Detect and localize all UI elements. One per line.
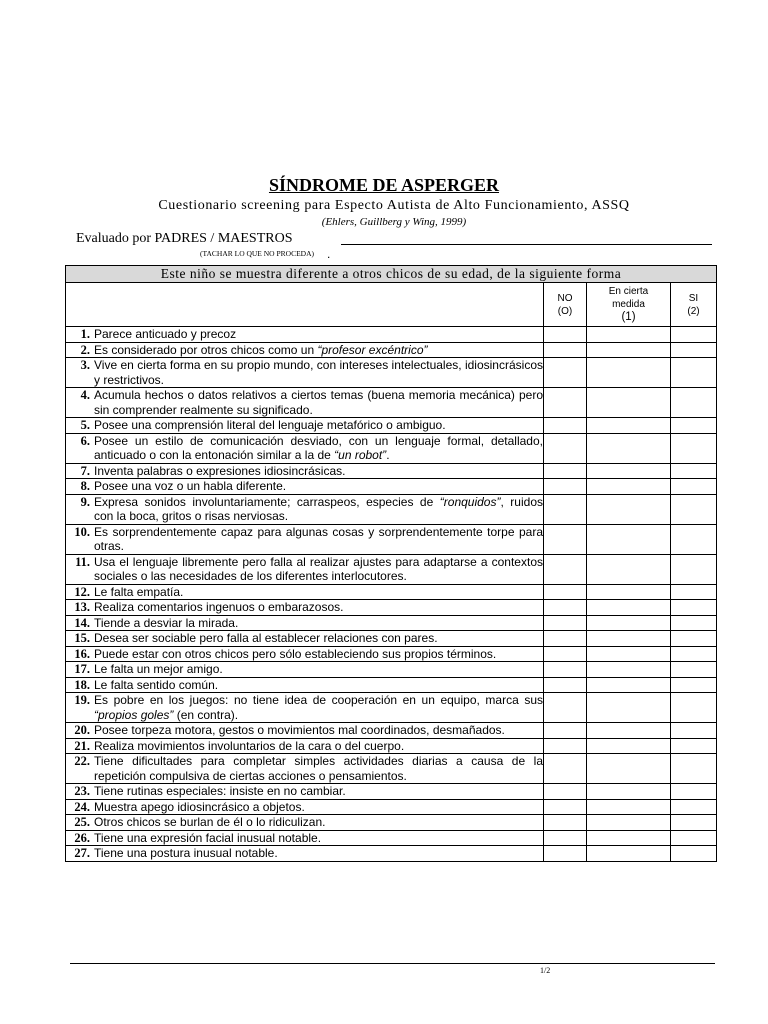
answer-cell-no[interactable] [544, 600, 587, 616]
answer-cell-some[interactable] [587, 615, 671, 631]
table-row [66, 723, 717, 739]
answer-cell-yes[interactable] [671, 524, 717, 554]
item-content [66, 831, 543, 846]
answer-cell-some[interactable] [587, 631, 671, 647]
item-content [66, 693, 543, 722]
table-row [66, 631, 717, 647]
answer-cell-no[interactable] [544, 646, 587, 662]
item-content [66, 784, 543, 799]
table-row [66, 388, 717, 418]
item-content [66, 647, 543, 662]
answer-cell-some[interactable] [587, 723, 671, 739]
answer-cell-yes[interactable] [671, 662, 717, 678]
table-row [66, 584, 717, 600]
item-content [66, 815, 543, 830]
answer-cell-yes[interactable] [671, 463, 717, 479]
item-text [94, 600, 543, 615]
col-header-some-score: (1) [621, 311, 636, 323]
item-text [94, 343, 543, 358]
item-content [66, 723, 543, 738]
answer-cell-yes[interactable] [671, 433, 717, 463]
answer-cell-no[interactable] [544, 723, 587, 739]
item-text [94, 754, 543, 783]
answer-cell-no[interactable] [544, 584, 587, 600]
item-text-main: Realiza comentarios ingenuos o embarazosos. [94, 600, 344, 614]
answer-cell-no[interactable] [544, 494, 587, 524]
answer-cell-no[interactable] [544, 784, 587, 800]
answer-cell-some[interactable] [587, 388, 671, 418]
item-cell [66, 799, 544, 815]
answer-cell-no[interactable] [544, 799, 587, 815]
col-header-yes [671, 283, 717, 327]
citation: (Ehlers, Guillberg y Wing, 1999) [321, 216, 467, 228]
answer-cell-yes[interactable] [671, 327, 717, 343]
item-cell [66, 662, 544, 678]
item-number: 2. [80, 342, 90, 357]
item-text [94, 693, 543, 722]
col-header-no-label: NO [557, 292, 573, 304]
answer-cell-no[interactable] [544, 463, 587, 479]
answer-cell-yes[interactable] [671, 677, 717, 693]
item-text [94, 723, 543, 738]
item-content [66, 616, 543, 631]
item-cell [66, 631, 544, 647]
item-text-main: Realiza movimientos involuntarios de la cara o del cuerpo. [94, 738, 405, 753]
col-header-no [544, 283, 587, 327]
answer-cell-no[interactable] [544, 677, 587, 693]
answer-cell-yes[interactable] [671, 754, 717, 784]
assq-table [65, 265, 717, 862]
item-cell [66, 433, 544, 463]
answer-cell-no[interactable] [544, 327, 587, 343]
table-row [66, 662, 717, 678]
answer-cell-some[interactable] [587, 342, 671, 358]
item-number: 9. [80, 494, 90, 509]
table-row [66, 342, 717, 358]
answer-cell-yes[interactable] [671, 631, 717, 647]
item-text-main: Acumula hechos o datos relativos a ciertos temas (buena memoria mecánica) pero sin comprender realmente su significado. [94, 388, 543, 417]
table-row [66, 494, 717, 524]
item-text [94, 525, 543, 554]
item-text-main: Tiene dificultades para completar simples actividades diarias a causa de la repetición compulsiva de ciertas acciones o pensamientos. [94, 754, 543, 783]
col-header-yes-score: (2) [687, 305, 700, 317]
answer-cell-some[interactable] [587, 600, 671, 616]
item-cell [66, 846, 544, 862]
item-cell [66, 677, 544, 693]
item-cell [66, 358, 544, 388]
item-number: 12. [74, 584, 90, 599]
answer-cell-yes[interactable] [671, 738, 717, 754]
page-number: 1/2 [540, 966, 551, 975]
answer-cell-no[interactable] [544, 815, 587, 831]
answer-cell-no[interactable] [544, 418, 587, 434]
answer-cell-no[interactable] [544, 631, 587, 647]
item-text-main: Tiende a desviar la mirada. [94, 615, 239, 630]
item-content [66, 358, 543, 387]
item-number: 4. [80, 388, 90, 402]
table-heading: Este niño se muestra diferente a otros chicos de su edad, de la siguiente forma [66, 266, 717, 283]
answer-cell-some[interactable] [587, 524, 671, 554]
item-number: 26. [74, 830, 90, 845]
item-text-quoted: “propios goles” [94, 707, 174, 722]
item-text-tail: , ruidos con la boca, gritos o risas nerviosas. [94, 494, 543, 523]
table-row [66, 463, 717, 479]
table-row [66, 327, 717, 343]
item-content [66, 327, 543, 342]
item-cell [66, 693, 544, 723]
item-number: 19. [74, 693, 90, 707]
answer-cell-yes[interactable] [671, 554, 717, 584]
table-row [66, 815, 717, 831]
table-row [66, 524, 717, 554]
answer-cell-some[interactable] [587, 677, 671, 693]
answer-cell-yes[interactable] [671, 494, 717, 524]
item-text-main: Usa el lenguaje libremente pero falla al realizar ajustes para adaptarse a contextos sociales o las necesidades de los diferentes interlocutores. [94, 554, 543, 583]
item-cell [66, 388, 544, 418]
answer-cell-yes[interactable] [671, 799, 717, 815]
item-text-main: Puede estar con otros chicos pero sólo estableciendo sus propios términos. [94, 646, 497, 661]
page-subtitle: Cuestionario screening para Especto Autista de Alto Funcionamiento, ASSQ [158, 198, 630, 213]
item-text-main: Inventa palabras o expresiones idiosincrásicas. [94, 463, 346, 478]
item-text-main: Le falta empatía. [94, 584, 184, 599]
item-number: 22. [74, 754, 90, 768]
table-heading-row [66, 266, 717, 283]
answer-cell-some[interactable] [587, 662, 671, 678]
answer-cell-no[interactable] [544, 754, 587, 784]
item-text [94, 555, 543, 584]
item-text [94, 647, 543, 662]
item-content [66, 585, 543, 600]
item-text [94, 585, 543, 600]
item-content [66, 678, 543, 693]
answer-cell-yes[interactable] [671, 615, 717, 631]
answer-cell-some[interactable] [587, 815, 671, 831]
item-cell [66, 600, 544, 616]
item-text-main: Otros chicos se burlan de él o lo ridiculizan. [94, 815, 326, 829]
item-content [66, 418, 543, 433]
item-cell [66, 646, 544, 662]
item-number: 21. [74, 738, 90, 753]
evaluated-by-blank-line[interactable] [341, 244, 712, 245]
item-content [66, 495, 543, 524]
item-text [94, 418, 543, 433]
table-row [66, 799, 717, 815]
answer-cell-some[interactable] [587, 554, 671, 584]
item-text-main: Tiene rutinas especiales: insiste en no cambiar. [94, 784, 346, 798]
answer-cell-no[interactable] [544, 433, 587, 463]
answer-cell-some[interactable] [587, 830, 671, 846]
answer-cell-some[interactable] [587, 693, 671, 723]
answer-cell-some[interactable] [587, 784, 671, 800]
item-text [94, 495, 543, 524]
item-number: 5. [80, 418, 90, 432]
item-text-main: Posee una voz o un habla diferente. [94, 479, 287, 493]
item-content [66, 754, 543, 783]
answer-cell-yes[interactable] [671, 600, 717, 616]
item-number: 16. [74, 646, 90, 661]
item-content [66, 631, 543, 646]
item-number: 23. [74, 784, 90, 798]
answer-cell-yes[interactable] [671, 646, 717, 662]
item-text [94, 631, 543, 646]
answer-cell-some[interactable] [587, 846, 671, 862]
item-cell [66, 418, 544, 434]
item-cell [66, 784, 544, 800]
item-content [66, 434, 543, 463]
item-content [66, 739, 543, 754]
table-row [66, 693, 717, 723]
table-row [66, 846, 717, 862]
item-cell [66, 494, 544, 524]
answer-cell-yes[interactable] [671, 584, 717, 600]
item-text [94, 662, 543, 677]
item-content [66, 388, 543, 417]
item-cell [66, 327, 544, 343]
answer-cell-no[interactable] [544, 738, 587, 754]
item-cell [66, 723, 544, 739]
item-content [66, 555, 543, 584]
answer-cell-some[interactable] [587, 738, 671, 754]
table-row [66, 358, 717, 388]
item-cell [66, 615, 544, 631]
item-content [66, 846, 543, 861]
answer-cell-no[interactable] [544, 830, 587, 846]
item-text [94, 846, 543, 861]
table-row [66, 784, 717, 800]
answer-cell-yes[interactable] [671, 815, 717, 831]
answer-cell-no[interactable] [544, 524, 587, 554]
item-number: 27. [74, 846, 90, 860]
answer-cell-no[interactable] [544, 615, 587, 631]
table-row [66, 677, 717, 693]
item-cell [66, 479, 544, 495]
item-content [66, 600, 543, 615]
answer-cell-some[interactable] [587, 327, 671, 343]
item-text-main: Posee torpeza motora, gestos o movimientos mal coordinados, desmañados. [94, 723, 505, 737]
item-text-main: Vive en cierta forma en su propio mundo, con intereses intelectuales, idiosincrásicos y restrictivos. [94, 358, 543, 387]
item-text-main: Posee una comprensión literal del lenguaje metafórico o ambiguo. [94, 418, 446, 432]
footer-rule [70, 963, 715, 964]
item-cell [66, 463, 544, 479]
answer-cell-yes[interactable] [671, 388, 717, 418]
item-text-tail: (en contra). [173, 707, 239, 722]
answer-cell-some[interactable] [587, 358, 671, 388]
item-content [66, 464, 543, 479]
answer-cell-no[interactable] [544, 342, 587, 358]
item-number: 6. [80, 433, 90, 448]
answer-cell-some[interactable] [587, 799, 671, 815]
table-row [66, 615, 717, 631]
item-content [66, 525, 543, 554]
table-row [66, 738, 717, 754]
item-number: 3. [80, 358, 90, 372]
evaluated-by-label: Evaluado por PADRES / MAESTROS [76, 231, 293, 246]
col-header-some-label-1: En cierta [608, 286, 649, 297]
dot-mark: . [327, 247, 331, 261]
answer-cell-some[interactable] [587, 418, 671, 434]
item-number: 24. [74, 799, 90, 814]
item-text [94, 434, 543, 463]
item-cell [66, 554, 544, 584]
answer-cell-yes[interactable] [671, 342, 717, 358]
answer-cell-no[interactable] [544, 662, 587, 678]
item-number: 18. [74, 677, 90, 692]
answer-cell-no[interactable] [544, 693, 587, 723]
column-header-row [66, 283, 717, 327]
answer-cell-some[interactable] [587, 584, 671, 600]
item-text-quoted: “ronquidos” [439, 494, 501, 509]
col-header-yes-label: SI [688, 292, 699, 304]
item-text [94, 327, 543, 342]
item-cell [66, 342, 544, 358]
item-text [94, 358, 543, 387]
table-row [66, 600, 717, 616]
table-row [66, 646, 717, 662]
item-content [66, 800, 543, 815]
item-content [66, 479, 543, 494]
table-row [66, 418, 717, 434]
answer-cell-some[interactable] [587, 463, 671, 479]
answer-cell-some[interactable] [587, 479, 671, 495]
answer-cell-yes[interactable] [671, 479, 717, 495]
item-number: 20. [74, 723, 90, 737]
table-row [66, 479, 717, 495]
item-text-main: Le falta un mejor amigo. [94, 662, 223, 676]
answer-cell-no[interactable] [544, 846, 587, 862]
item-text [94, 784, 543, 799]
answer-cell-some[interactable] [587, 754, 671, 784]
item-cell [66, 584, 544, 600]
item-text-main: Muestra apego idiosincrásico a objetos. [94, 799, 305, 814]
col-header-no-score: (O) [557, 305, 573, 317]
answer-cell-no[interactable] [544, 358, 587, 388]
table-row [66, 754, 717, 784]
item-cell [66, 524, 544, 554]
item-text [94, 616, 543, 631]
item-text-main: Tiene una postura inusual notable. [94, 846, 278, 860]
item-cell [66, 815, 544, 831]
item-cell [66, 754, 544, 784]
answer-cell-yes[interactable] [671, 358, 717, 388]
col-header-some-label-2: medida [612, 299, 645, 310]
answer-cell-no[interactable] [544, 388, 587, 418]
answer-cell-yes[interactable] [671, 693, 717, 723]
item-text-quoted: “profesor excéntrico” [317, 342, 428, 357]
answer-cell-yes[interactable] [671, 418, 717, 434]
item-number: 17. [74, 662, 90, 676]
item-number: 15. [74, 631, 90, 645]
strike-note: (TACHAR LO QUE NO PROCEDA) [200, 249, 314, 258]
item-text-main: Posee un estilo de comunicación desviado, con un lenguaje formal, detallado, anticuado o con la entonación similar a la de [94, 433, 543, 462]
item-text-main: Parece anticuado y precoz [94, 327, 237, 341]
item-text [94, 739, 543, 754]
item-text-main: Es pobre en los juegos: no tiene idea de cooperación en un equipo, marca sus [94, 693, 543, 707]
item-content [66, 662, 543, 677]
item-cell [66, 830, 544, 846]
item-text [94, 831, 543, 846]
item-number: 8. [80, 479, 90, 493]
answer-cell-yes[interactable] [671, 723, 717, 739]
item-text-main: Le falta sentido común. [94, 677, 219, 692]
item-number: 11. [75, 554, 90, 569]
item-text-main: Es considerado por otros chicos como un [94, 342, 318, 357]
item-number: 10. [74, 524, 90, 539]
item-text [94, 678, 543, 693]
item-content [66, 343, 543, 358]
item-number: 14. [74, 615, 90, 630]
item-text [94, 800, 543, 815]
answer-cell-no[interactable] [544, 554, 587, 584]
answer-cell-some[interactable] [587, 646, 671, 662]
answer-cell-yes[interactable] [671, 846, 717, 862]
item-cell [66, 738, 544, 754]
item-number: 7. [80, 463, 90, 478]
table-row [66, 433, 717, 463]
item-number: 25. [74, 815, 90, 829]
answer-cell-yes[interactable] [671, 784, 717, 800]
answer-cell-yes[interactable] [671, 830, 717, 846]
blank-header-cell [66, 283, 544, 327]
item-text [94, 479, 543, 494]
answer-cell-some[interactable] [587, 433, 671, 463]
item-text [94, 388, 543, 417]
item-text-main: Tiene una expresión facial inusual notable. [94, 830, 322, 845]
table-row [66, 554, 717, 584]
page-title: SÍNDROME DE ASPERGER [268, 175, 500, 195]
col-header-some [587, 283, 671, 327]
item-text [94, 815, 543, 830]
item-text [94, 464, 543, 479]
item-text-quoted: “un robot” [334, 448, 387, 462]
item-text-main: Desea ser sociable pero falla al establecer relaciones con pares. [94, 631, 438, 645]
item-number: 13. [74, 600, 90, 614]
item-text-main: Es sorprendentemente capaz para algunas cosas y sorprendentemente torpe para otras. [94, 524, 543, 553]
item-text-tail: . [386, 448, 390, 462]
table-row [66, 830, 717, 846]
item-text-main: Expresa sonidos involuntariamente; carraspeos, especies de [94, 494, 440, 509]
item-number: 1. [80, 327, 90, 341]
answer-cell-no[interactable] [544, 479, 587, 495]
answer-cell-some[interactable] [587, 494, 671, 524]
